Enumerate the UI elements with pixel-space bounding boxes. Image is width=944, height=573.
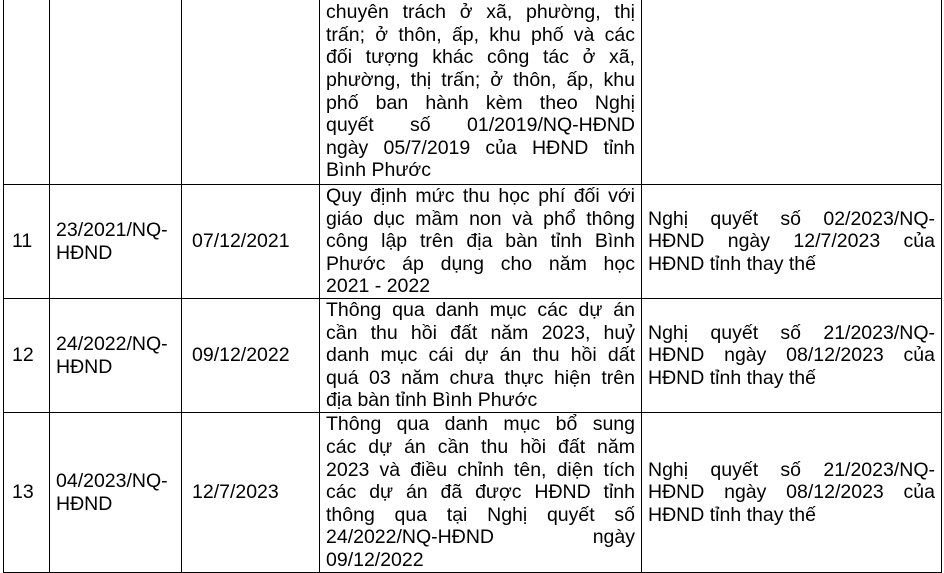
issue-date-cell: 09/12/2022 [182, 299, 320, 413]
note-cell [642, 299, 942, 413]
resolution-number-line: HĐND [56, 241, 113, 264]
content-line: quyết số 01/2019/NQ-HĐND [326, 114, 635, 137]
content-line: các dự án cần thu hồi đất năm [326, 436, 635, 459]
content-line: đối tượng khác công tác ở xã, [326, 46, 635, 69]
content-line: Bình Phước [326, 159, 431, 182]
content-line: thông qua tại Nghị quyết số [326, 503, 635, 526]
table-row [4, 413, 942, 573]
content-line: quá 03 năm chưa thực hiện trên [326, 366, 635, 389]
content-line: địa bàn tỉnh Bình Phước [326, 389, 538, 412]
content-line: ngày 05/7/2019 của HĐND tỉnh [326, 136, 635, 159]
note-line: HĐND ngày 08/12/2023 của [648, 344, 935, 367]
resolution-number-cell [50, 0, 182, 185]
row-number-cell: 13 [4, 413, 50, 573]
table-row [4, 0, 942, 185]
resolution-number-line: 04/2023/NQ- [56, 469, 168, 492]
content-line: các dự án đã được HĐND tỉnh [326, 481, 635, 504]
resolution-number-line: HĐND [56, 355, 113, 378]
resolution-number-cell [50, 413, 182, 573]
note-line: Nghị quyết số 02/2023/NQ- [648, 207, 935, 230]
content-line: 24/2022/NQ-HĐND ngày [326, 526, 635, 549]
content-line: Thông qua danh mục bổ sung [326, 413, 635, 436]
content-line: 2023 và điều chỉnh tên, diện tích [326, 458, 635, 481]
note-cell [642, 413, 942, 573]
table-row [4, 299, 942, 413]
row-number-cell: 12 [4, 299, 50, 413]
row-number-cell: 11 [4, 185, 50, 299]
note-cell [642, 185, 942, 299]
note-line: Nghị quyết số 21/2023/NQ- [648, 321, 935, 344]
note-line: HĐND tỉnh thay thế [648, 252, 816, 275]
note-line: HĐND tỉnh thay thế [648, 366, 816, 389]
content-line: danh mục cái dự án thu hồi dất [326, 344, 635, 367]
content-line: cần thu hồi đất năm 2023, huỷ [326, 321, 635, 344]
content-line: phố ban hành kèm theo Nghị [326, 91, 635, 114]
content-cell [320, 299, 642, 413]
content-line: Thông qua danh mục các dự án [326, 299, 635, 322]
content-line: 09/12/2022 [326, 548, 424, 571]
issue-date-cell: 12/7/2023 [182, 413, 320, 573]
content-line: trấn; ở thôn, ấp, khu phố và các [326, 23, 635, 46]
resolution-number-cell [50, 185, 182, 299]
content-cell [320, 0, 642, 185]
resolution-number-line: 24/2022/NQ- [56, 332, 168, 355]
content-line: Quy định mức thu học phí đối với [326, 185, 635, 208]
content-cell [320, 413, 642, 573]
issue-date-cell [182, 0, 320, 185]
content-line: chuyên trách ở xã, phường, thị [326, 1, 635, 24]
resolution-table [3, 0, 942, 573]
content-line: giáo dục mầm non và phổ thông [326, 207, 635, 230]
note-line: Nghị quyết số 21/2023/NQ- [648, 458, 935, 481]
resolution-number-line: 23/2021/NQ- [56, 218, 168, 241]
content-line: Phước áp dụng cho năm học [326, 252, 635, 275]
resolution-number-line: HĐND [56, 492, 113, 515]
note-cell [642, 0, 942, 185]
resolution-number-cell [50, 299, 182, 413]
row-number-cell [4, 0, 50, 185]
content-line: 2021 - 2022 [326, 275, 431, 298]
content-line: phường, thị trấn; ở thôn, ấp, khu [326, 68, 635, 91]
note-line: HĐND ngày 08/12/2023 của [648, 481, 935, 504]
content-line: công lập trên địa bàn tỉnh Bình [326, 230, 635, 253]
table-row [4, 185, 942, 299]
note-line: HĐND ngày 12/7/2023 của [648, 230, 935, 253]
issue-date-cell: 07/12/2021 [182, 185, 320, 299]
content-cell [320, 185, 642, 299]
note-line: HĐND tỉnh thay thế [648, 503, 816, 526]
